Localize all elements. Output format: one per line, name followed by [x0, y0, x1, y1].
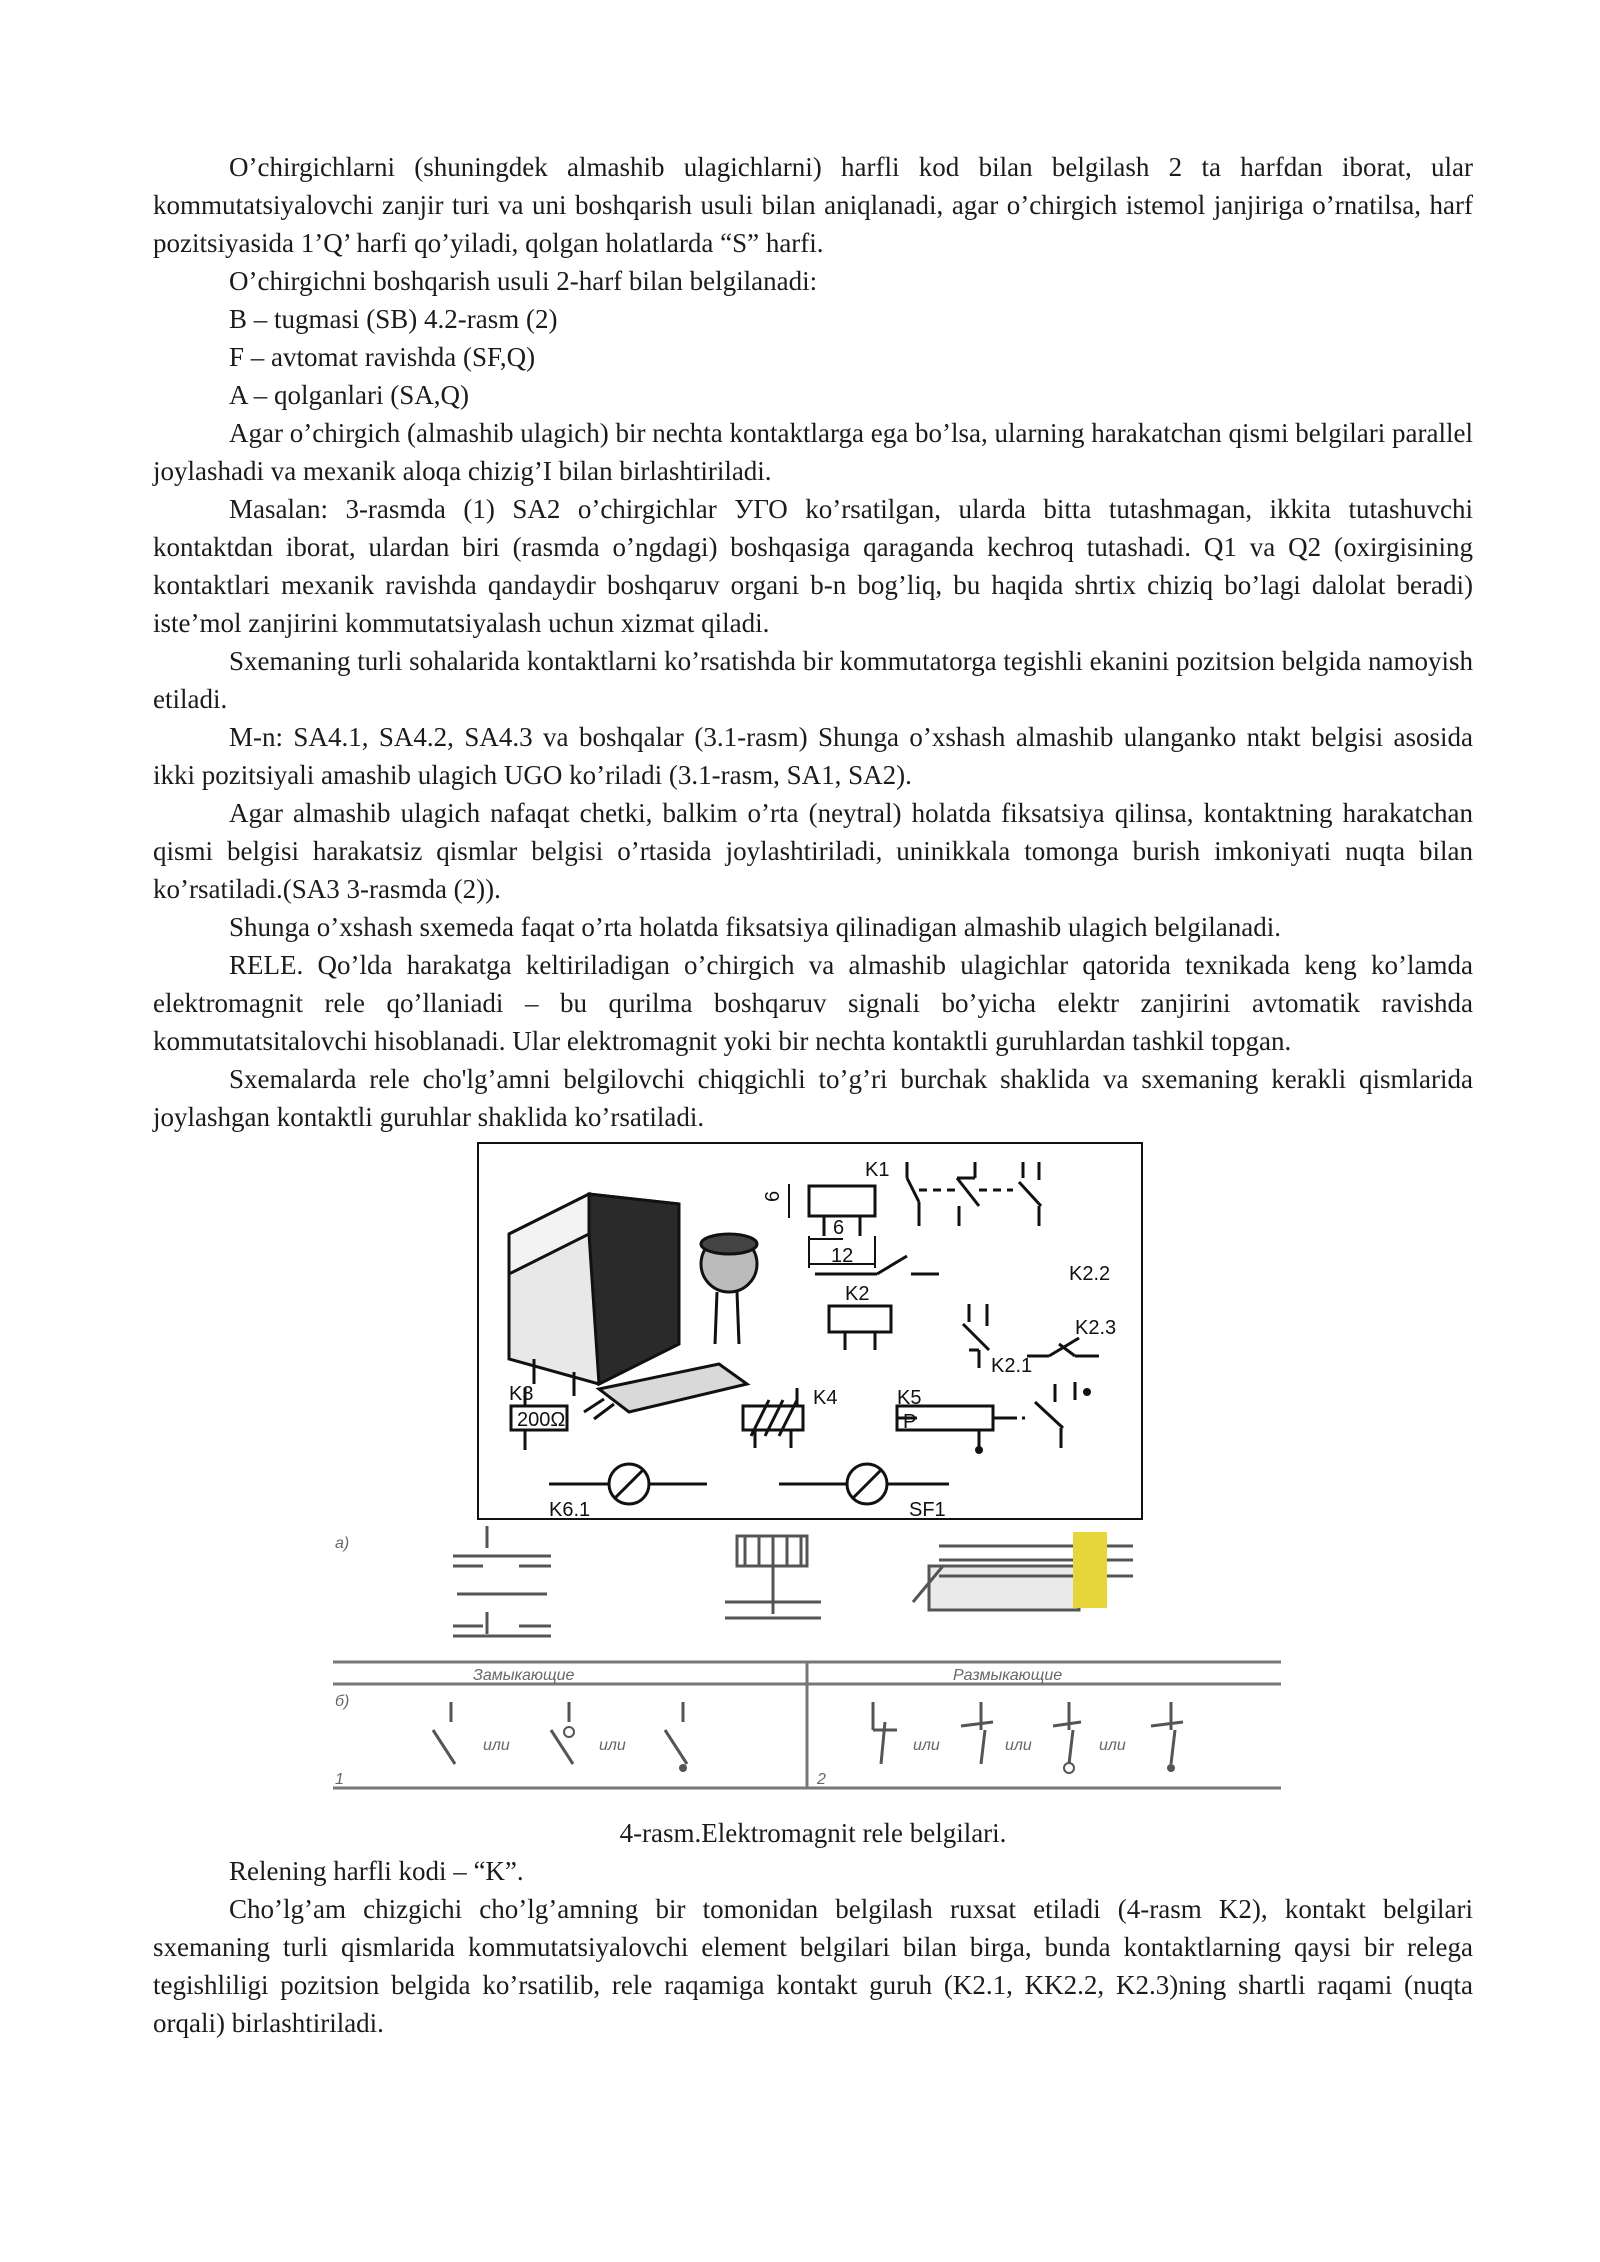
paragraph: O’chirgichni boshqarish usuli 2-harf bilan belgilanadi:: [229, 266, 818, 296]
paragraph: Sxemaning turli sohalarida kontaktlarni ko’rsatishda bir kommutatorga tegishli ekanini pozitsion belgida namoyish etiladi.: [153, 646, 1473, 714]
paragraph: Agar o’chirgich (almashib ulagich) bir nechta kontaktlarga ega bo’lsa, ularning harakatchan qismi belgilari parallel joylashadi va mexanik aloqa chizig’I bilan birlashtiriladi.: [153, 418, 1473, 486]
paragraph: Masalan: 3-rasmda (1) SA2 o’chirgichlar УГО ko’rsatilgan, ularda bitta tutashmagan, ikkita tutashuvchi kontaktdan iborat, ulardan biri (rasmda o’ngdagi) boshqasiga qaraganda kechroq tutashadi. Q1 va Q2 (oxirgisining kontaktlari mexanik ravishda qandaydir boshqaruv organi b-n bog’liq, bu haqida shrtix chiziq bo’lagi dalolat beradi) iste’mol zanjirini kommutatsiyalash uchun xizmat qiladi.: [153, 494, 1473, 638]
label-k21: K2.1: [991, 1355, 1033, 1377]
label-k23: K2.3: [1075, 1317, 1117, 1339]
k1-coil: [809, 1186, 875, 1216]
label-2: 2: [817, 1771, 826, 1788]
paragraph: Relening harfli kodi – “K”.: [229, 1856, 524, 1886]
paragraph: O’chirgichlarni (shuningdek almashib ulagichlarni) harfli kod bilan belgilash 2 ta harfdan iborat, ular kommutatsiyalovchi zanjir turi va uni boshqarish usuli bilan aniqlanadi, agar o’chirgich istemol janjiriga o’rnatilsa, harf pozitsiyasida 1’Q’ harfi qo’yiladi, qolgan holatlarda “S” harfi.: [153, 152, 1473, 258]
paragraph: Cho’lg’am chizgichi cho’lg’amning bir tomonidan belgilash ruxsat etiladi (4-rasm K2), kontakt belgilari sxemaning turli qismlarida kommutatsiyalovchi element belgilari bilan birga, bunda kontaktlarning qaysi bir relega tegishliligi pozitsion belgida ko’rsatilib, rele raqamiga kontakt guruh (K2.1, KK2.2, K2.3)ning shartli raqami (nuqta orqali) birlashtiriladi.: [153, 1894, 1473, 2038]
label-dim12: 12: [831, 1245, 854, 1267]
k2-coil: [829, 1306, 891, 1332]
label-ili-2: или: [599, 1737, 626, 1754]
figure-4: [153, 1136, 1473, 1814]
text-block-top: [153, 148, 1473, 1136]
paragraph: RELE. Qo’lda harakatga keltiriladigan o’chirgich va almashib ulagichlar qatorida texnikada keng ko’lamda elektromagnit rele qo’llaniadi – bu qurilma boshqaruv signali bo’yicha elektr zanjirini avtomatik ravishda kommutatsitalovchi hisoblanadi. Ular elektromagnit yoki bir nechta kontaktli guruhlardan tashkil topgan.: [153, 950, 1473, 1056]
label-ili-5: или: [1099, 1737, 1126, 1754]
yellow-armature: [1073, 1532, 1107, 1608]
relay-symbols-drawing: [479, 1144, 1141, 1518]
figure-caption: 4-rasm.Elektromagnit rele belgilari.: [619, 1818, 1007, 1848]
label-opening: Размыкающие: [953, 1667, 1063, 1684]
label-ili-3: или: [913, 1737, 940, 1754]
label-closing: Замыкающие: [473, 1667, 575, 1684]
label-sf1: SF1: [909, 1499, 946, 1518]
label-a: а): [335, 1535, 350, 1552]
relay-photo: [509, 1194, 757, 1419]
paragraph: F – avtomat ravishda (SF,Q): [229, 342, 536, 372]
label-200ohm: 200Ω: [517, 1409, 566, 1431]
label-k1: K1: [865, 1159, 890, 1181]
paragraph: Sxemalarda rele cho'lg’amni belgilovchi chiqgichli to’g’ri burchak shaklida va sxemaning kerakli qismlarida joylashgan kontaktli guruhlar shaklida ko’rsatiladi.: [153, 1064, 1473, 1132]
label-ili-1: или: [483, 1737, 510, 1754]
contacts-panel: [333, 1526, 1281, 1806]
paragraph: B – tugmasi (SB) 4.2-rasm (2): [229, 304, 558, 334]
label-k61: K6.1: [549, 1499, 591, 1518]
label-dim6v: 6: [762, 1190, 784, 1202]
paragraph: M-n: SA4.1, SA4.2, SA4.3 va boshqalar (3.1-rasm) Shunga o’xshash almashib ulanganko ntakt belgisi asosida ikki pozitsiyali amashib ulagich UGO ko’riladi (3.1-rasm, SA1, SA2).: [153, 722, 1473, 790]
label-k4: K4: [813, 1387, 838, 1409]
label-k2: K2: [845, 1283, 870, 1305]
label-k3: K3: [509, 1383, 534, 1405]
contacts-drawing: [333, 1526, 1281, 1806]
label-dim6h: 6: [833, 1217, 845, 1239]
paragraph: Shunga o’xshash sxemeda faqat o’rta holatda fiksatsiya qilinadigan almashib ulagich belgilanadi.: [229, 912, 1281, 942]
label-ili-4: или: [1005, 1737, 1032, 1754]
document-page: [153, 148, 1473, 2042]
label-k5: K5: [897, 1387, 922, 1409]
paragraph: Agar almashib ulagich nafaqat chetki, balkim o’rta (neytral) holatda fiksatsiya qilinsa, kontaktning harakatchan qismi belgisi harakatsiz qismlar belgisi o’rtasida joylashtiriladi, uninikkala tomonga burish imkoniyati nuqta bilan ko’rsatiladi.(SA3 3-rasmda (2)).: [153, 798, 1473, 904]
paragraph: A – qolganlari (SA,Q): [229, 380, 469, 410]
label-p: P: [903, 1411, 917, 1433]
text-block-bottom: [153, 1852, 1473, 2042]
label-1: 1: [335, 1771, 344, 1788]
label-k22: K2.2: [1069, 1263, 1111, 1285]
relay-symbols-panel: [477, 1142, 1143, 1520]
label-b: б): [335, 1693, 350, 1710]
